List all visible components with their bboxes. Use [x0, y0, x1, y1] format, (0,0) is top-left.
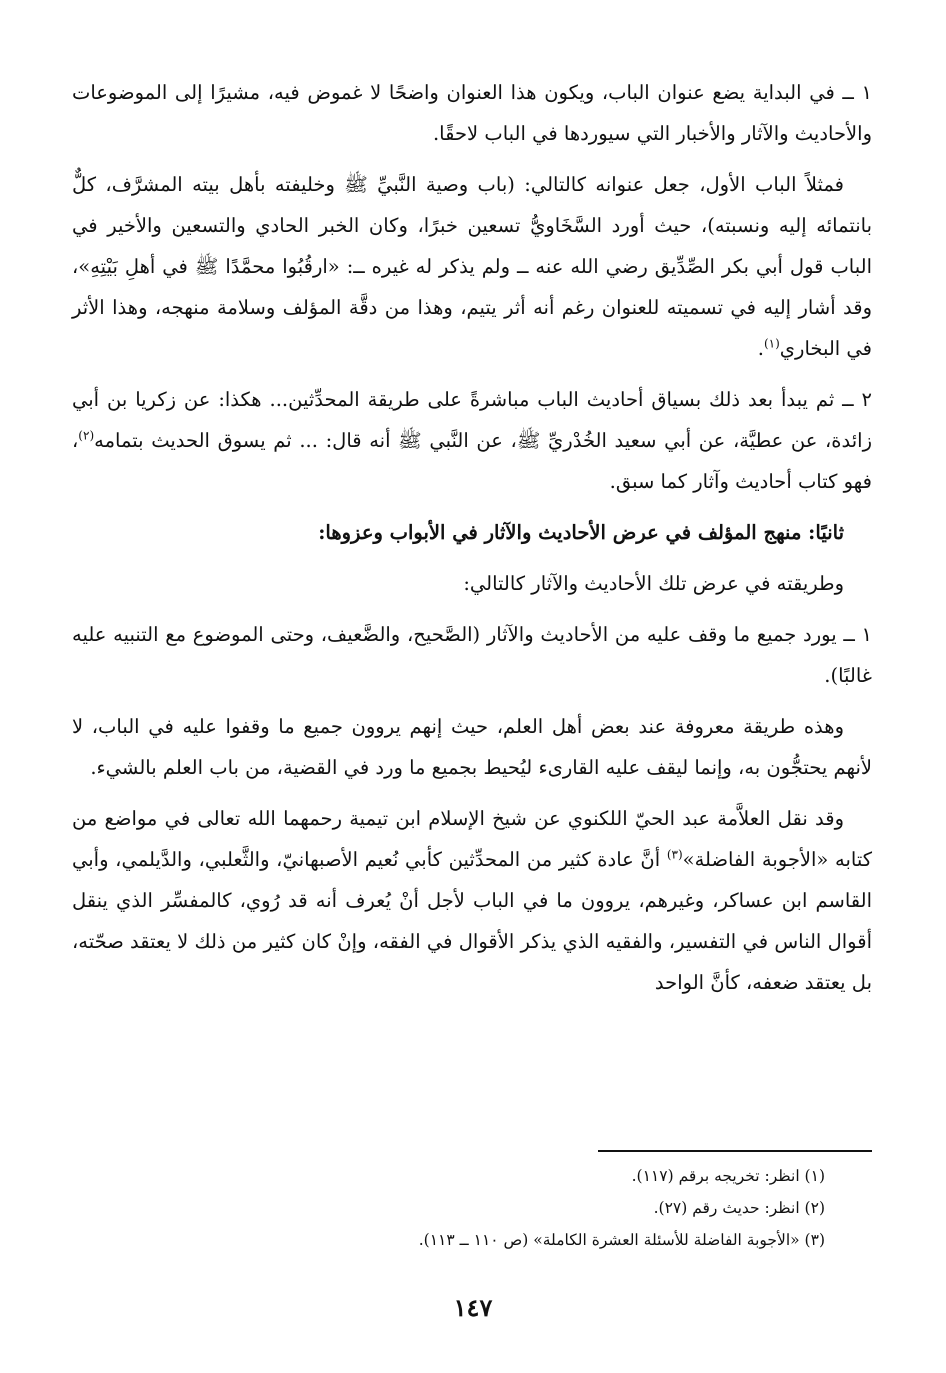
paragraph-5 [72, 563, 872, 604]
paragraph-2-text: فمثلاً الباب الأول، جعل عنوانه كالتالي: (باب وصية النَّبيِّ ﷺ وخليفته بأهل بيته المشرَّف، كلٌّ بانتمائه إليه ونسبته)، حيث أورد السَّخَاويُّ تسعين خبرًا، وكان الخبر الحادي والتسعين والأخير في الباب قول أبي بكر الصِّدِّيق رضي الله عنه ــ ولم يذكر له غيره ــ: «ارقُبُوا محمَّدًا ﷺ في أهلِ بَيْتِهِ»، وقد أشار إليه في تسميته للعنوان رغم أنه أثر يتيم، وهذا من دقَّة المؤلف وسلامة منهجه، وهذا الأثر في البخاري [72, 173, 872, 360]
paragraph-5-text: وطريقته في عرض تلك الأحاديث والآثار كالتالي: [463, 572, 844, 595]
footnote-ref-1: (١) [763, 336, 780, 351]
page-number: ١٤٧ [453, 1293, 493, 1322]
paragraph-8-tail: أنَّ عادة كثير من المحدِّثين كأبي نُعيم الأصبهانيّ، والثَّعلبي، والدَّيلمي، وأبي القاسم ابن عساكر، وغيرهم، يروون ما في الباب لأجل أنْ يُعرف أنه قد رُوي، كالمفسِّر الذي ينقل أقوال الناس في التفسير، والفقيه الذي يذكر الأقوال في الفقه، وإنْ كان كثير من ذلك لا يعتقد صحّته، بل يعتقد ضعفه، كأنَّ الواحد [72, 848, 872, 994]
footnote-divider [598, 1150, 872, 1152]
paragraph-8 [72, 798, 872, 1003]
paragraph-3-tail: ، فهو كتاب أحاديث وآثار كما سبق. [72, 429, 872, 493]
footnote-ref-3: (٣) [666, 847, 683, 862]
paragraph-6 [72, 614, 872, 696]
footnote-ref-2: (٢) [78, 428, 95, 443]
paragraph-1-text: ١ ــ في البداية يضع عنوان الباب، ويكون هذا العنوان واضحًا لا غموض فيه، مشيرًا إلى الموضوعات والأحاديث والآثار والأخبار التي سيوردها في الباب لاحقًا. [72, 81, 872, 145]
main-text [72, 72, 872, 1013]
paragraph-8-text: وقد نقل العلاَّمة عبد الحيّ اللكنوي عن شيخ الإسلام ابن تيمية رحمهما الله تعالى في مواضع من كتابه «الأجوبة الفاضلة» [72, 807, 873, 871]
paragraph-7 [72, 706, 872, 788]
section-heading [72, 512, 872, 553]
paragraph-7-text: وهذه طريقة معروفة عند بعض أهل العلم، حيث إنهم يروون جميع ما وقفوا عليه في الباب، لا لأنهم يحتجُّون به، وإنما ليقف عليه القارىء ليُحيط بجميع ما ورد في القضية، من باب العلم بالشيء. [72, 715, 872, 779]
paragraph-6-text: ١ ــ يورد جميع ما وقف عليه من الأحاديث والآثار (الصَّحيح، والضَّعيف، وحتى الموضوع مع التنبيه عليه غالبًا). [72, 623, 872, 687]
paragraph-2 [72, 164, 872, 369]
footnote-2: (٢) انظر: حديث رقم (٢٧). [653, 1199, 825, 1217]
paragraph-1 [72, 72, 872, 154]
footnote-1: (١) انظر: تخريجه برقم (١١٧). [631, 1167, 825, 1185]
footnotes [260, 1160, 825, 1256]
paragraph-2-tail: . [757, 337, 764, 360]
paragraph-3-text: ٢ ــ ثم يبدأ بعد ذلك بسياق أحاديث الباب مباشرةً على طريقة المحدِّثين... هكذا: عن زكريا بن أبي زائدة، عن عطيَّة، عن أبي سعيد الخُدْريِّ ﷺ، عن النَّبي ﷺ أنه قال: ... ثم يسوق الحديث بتمامه [72, 388, 872, 452]
paragraph-3 [72, 379, 872, 502]
footnote-3: (٣) «الأجوبة الفاضلة للأسئلة العشرة الكاملة» (ص ١١٠ ــ ١١٣). [418, 1231, 825, 1249]
section-heading-text: ثانيًا: منهج المؤلف في عرض الأحاديث والآثار في الأبواب وعزوها: [318, 521, 844, 544]
